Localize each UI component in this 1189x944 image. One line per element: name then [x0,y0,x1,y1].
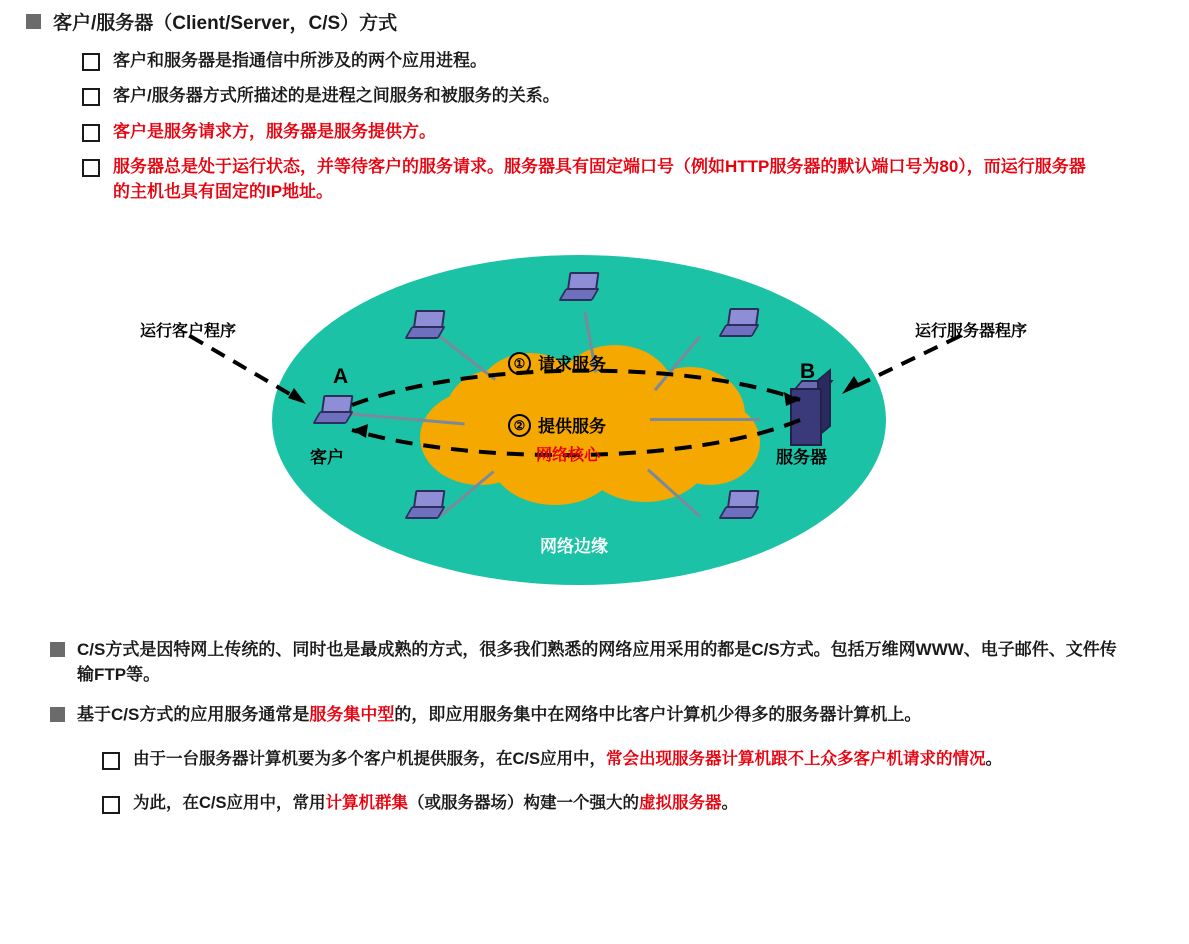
list-item [102,792,1112,816]
slide-title-row [26,10,1126,38]
flow-provide-text: 提供服务 [538,417,606,436]
list-item-label [133,748,1002,772]
list-item-label [77,638,1125,687]
text-segment: 由于一台服务器计算机要为多个客户机提供服务，在C/S应用中， [133,749,607,768]
text-segment: 基于C/S方式的应用服务通常是 [77,705,310,725]
hollow-square-bullet-icon [82,159,100,177]
text-segment-highlight: 计算机群集 [325,793,409,812]
square-bullet-icon [26,14,41,29]
network-link [650,418,760,421]
text-segment-highlight: 虚拟服务器 [639,793,722,812]
list-item [50,703,1105,728]
flow-request-label [508,350,606,377]
hollow-square-bullet-icon [82,124,100,142]
list-item [102,748,1112,772]
square-bullet-icon [50,707,65,722]
client-computer-icon [316,395,356,431]
list-item [82,84,1126,109]
server-node-label: 服务器 [776,448,827,467]
network-edge-label: 网络边缘 [540,537,608,556]
list-item-label: 客户/服务器方式所描述的是进程之间服务和被服务的关系。 [113,86,560,106]
left-callout-label: 运行客户程序 [140,323,237,340]
peripheral-computer-icon [722,308,756,338]
text-segment: 的，即应用服务集中在网络中比客户计算机少得多的服务器计算机上。 [394,705,922,725]
text-segment: （或服务器场）构建一个强大的 [408,793,640,812]
network-core-label: 网络核心 [536,447,601,464]
list-item [82,49,1126,74]
hollow-square-bullet-icon [82,53,100,71]
text-segment: C/S方式是因特网上传统的、同时也是最成熟的方式，很多我们熟悉的网络应用采用的都是C/S方式。包括万维网WWW、电子邮件、文件传输FTP等。 [77,640,1117,684]
text-segment: 。 [985,749,1003,768]
server-icon [790,380,830,444]
flow-provide-label [508,412,606,439]
text-segment: 为此，在C/S应用中，常用 [133,793,326,812]
page-title: 客户/服务器（Client/Server，C/S）方式 [53,13,398,34]
list-item-label: 服务器总是处于运行状态，并等待客户的服务请求。服务器具有固定端口号（例如HTTP服务器的默认端口号为80），而运行服务器的主机也具有固定的IP地址。 [113,157,1086,202]
text-segment-highlight: 服务集中型 [309,705,395,725]
text-segment: 。 [721,793,739,812]
square-bullet-icon [50,642,65,657]
hollow-square-bullet-icon [102,796,120,814]
peripheral-computer-icon [722,490,756,520]
flow-request-text: 请求服务 [538,355,606,374]
list-item-label: 客户和服务器是指通信中所涉及的两个应用进程。 [113,50,487,70]
top-text-block [26,10,1126,205]
flow-step-1-number: ① [508,352,531,375]
peripheral-computer-icon [408,310,442,340]
list-item [82,155,1092,204]
peripheral-computer-icon [562,272,596,302]
server-node-letter: B [800,360,816,383]
client-server-diagram [0,240,1189,595]
list-item [82,120,1126,145]
hollow-square-bullet-icon [82,88,100,106]
hollow-square-bullet-icon [102,752,120,770]
client-node-label: 客户 [310,448,344,467]
text-segment-highlight: 常会出现服务器计算机跟不上众多客户机请求的情况 [606,749,986,768]
client-node-letter: A [333,365,349,388]
list-item-label: 客户是服务请求方，服务器是服务提供方。 [113,121,436,141]
flow-step-2-number: ② [508,414,531,437]
peripheral-computer-icon [408,490,442,520]
list-item-label [133,792,738,816]
list-item-label [77,703,921,728]
bottom-text-block [50,622,1160,816]
right-callout-label: 运行服务器程序 [915,323,1028,340]
list-item [50,638,1125,687]
